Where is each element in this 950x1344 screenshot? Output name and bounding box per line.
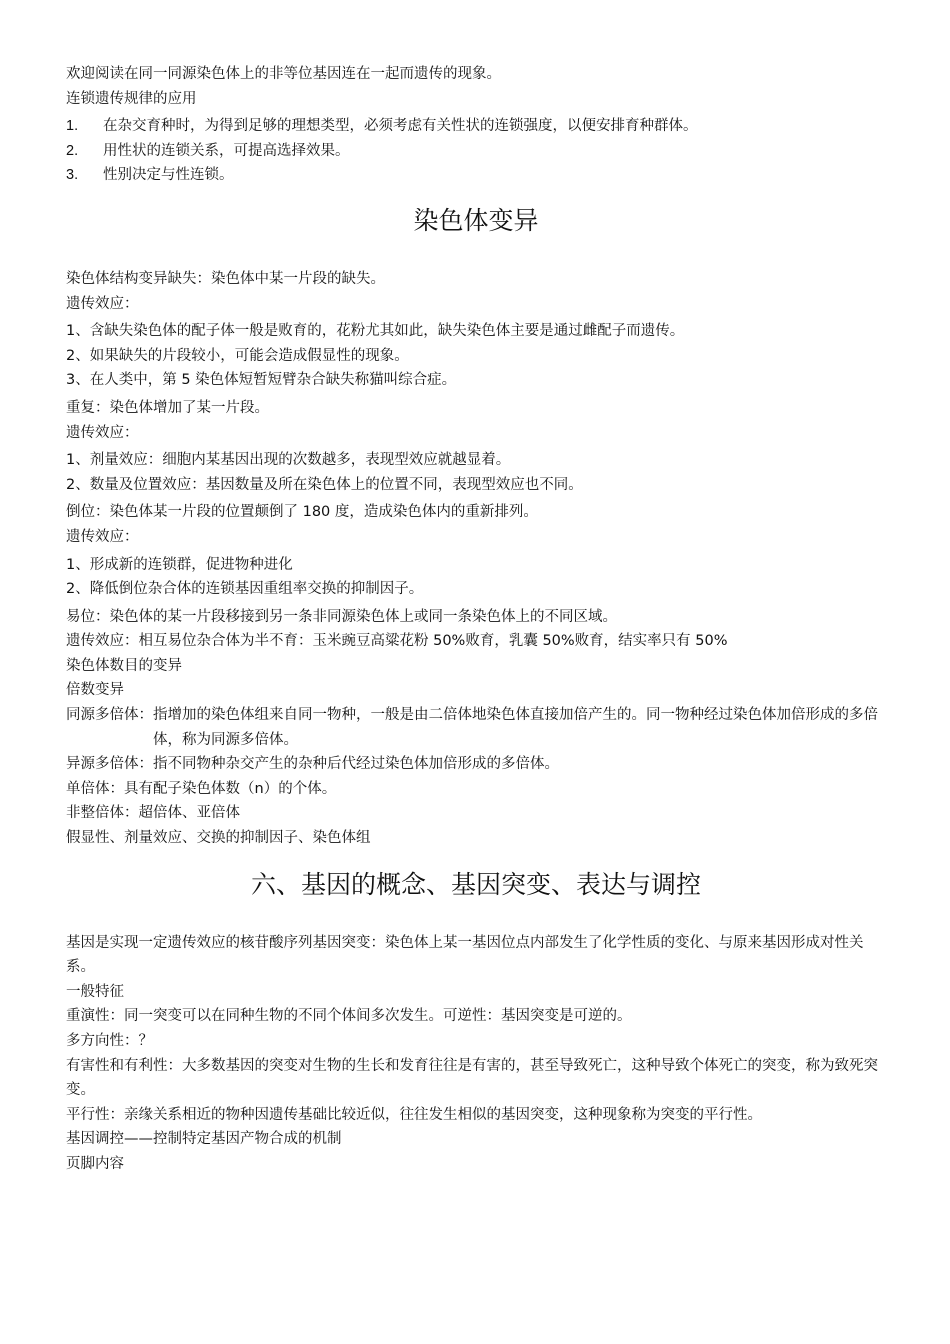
polyploid: 倍数变异 xyxy=(66,682,124,699)
footer-text: 页脚内容 xyxy=(66,1155,124,1172)
number-change: 染色体数目的变异 xyxy=(66,657,182,674)
list-item: 2. 用性状的连锁关系，可提高选择效果。 xyxy=(66,142,350,159)
term-label: 同源多倍体： xyxy=(66,707,153,724)
parallel-feature: 平行性：亲缘关系相近的物种因遗传基础比较近似，往往发生相似的基因突变，这种现象称为突变的平行性。 xyxy=(66,1106,762,1123)
effect-label: 遗传效应： xyxy=(66,424,139,441)
list-item: 3、在人类中，第 5 染色体短暂短臂杂合缺失称猫叫综合症。 xyxy=(66,372,457,389)
list-item: 1. 在杂交育种时，为得到足够的理想类型，必须考虑有关性状的连锁强度，以便安排育种群体。 xyxy=(66,118,698,135)
deletion-definition: 染色体结构变异缺失：染色体中某一片段的缺失。 xyxy=(66,270,385,287)
general-features: 一般特征 xyxy=(66,983,124,1000)
inversion-definition: 倒位：染色体某一片段的位置颠倒了 180 度，造成染色体内的重新排列。 xyxy=(66,504,538,521)
list-item: 3. 性别决定与性连锁。 xyxy=(66,167,234,184)
effect-label: 遗传效应： xyxy=(66,528,139,545)
intro-line: 欢迎阅读在同一同源染色体上的非等位基因连在一起而遗传的现象。 xyxy=(66,66,501,82)
gene-definition: 基因是实现一定遗传效应的核苷酸序列基因突变：染色体上某一基因位点内部发生了化学性质的变化、与原来基因形成对性关系。 xyxy=(66,934,864,976)
effect-label: 遗传效应： xyxy=(66,295,139,312)
term-text: 指增加的染色体组来自同一物种，一般是由二倍体地染色体直接加倍产生的。同一物种经过染色体加倍形成的多倍体，称为同源多倍体。 xyxy=(153,707,878,748)
list-item: 2、数量及位置效应：基因数量及所在染色体上的位置不同，表现型效应也不同。 xyxy=(66,476,583,493)
multi-direction-feature: 多方向性：？ xyxy=(66,1033,153,1049)
repeat-feature: 重演性：同一突变可以在同种生物的不同个体间多次发生。可逆性：基因突变是可逆的。 xyxy=(66,1008,632,1025)
numbered-list xyxy=(66,114,886,188)
document-page xyxy=(66,62,886,1177)
list-item: 2、如果缺失的片段较小，可能会造成假显性的现象。 xyxy=(66,347,409,364)
autopolyploid-definition xyxy=(66,703,886,752)
duplication-definition: 重复：染色体增加了某一片段。 xyxy=(66,399,269,416)
list-item: 2、降低倒位杂合体的连锁基因重组率交换的抑制因子。 xyxy=(66,581,424,598)
haploid-definition: 单倍体：具有配子染色体数（n）的个体。 xyxy=(66,780,337,797)
list-item: 1、形成新的连锁群，促进物种进化 xyxy=(66,556,293,573)
keywords: 假显性、剂量效应、交换的抑制因子、染色体组 xyxy=(66,830,371,847)
aneuploid-definition: 非整倍体：超倍体、亚倍体 xyxy=(66,805,240,822)
intro-subtitle: 连锁遗传规律的应用 xyxy=(66,90,197,107)
translocation-definition: 易位：染色体的某一片段移接到另一条非同源染色体上或同一条染色体上的不同区域。 xyxy=(66,608,617,625)
harm-feature: 有害性和有利性：大多数基因的突变对生物的生长和发育往往是有害的，甚至导致死亡，这种导致个体死亡的突变，称为致死突变。 xyxy=(66,1057,878,1099)
section-heading: 染色体变异 xyxy=(413,205,539,235)
gene-regulation: 基因调控——控制特定基因产物合成的机制 xyxy=(66,1131,342,1148)
translocation-effect: 遗传效应：相互易位杂合体为半不育：玉米豌豆高粱花粉 50%败育，乳囊 50%败育，结实率只有 50% xyxy=(66,633,728,650)
list-item: 1、含缺失染色体的配子体一般是败育的，花粉尤其如此，缺失染色体主要是通过雌配子而遗传。 xyxy=(66,323,685,340)
section-heading: 六、基因的概念、基因突变、表达与调控 xyxy=(250,869,701,899)
allopolyploid-definition: 异源多倍体：指不同物种杂交产生的杂种后代经过染色体加倍形成的多倍体。 xyxy=(66,756,559,773)
list-item: 1、剂量效应：细胞内某基因出现的次数越多，表现型效应就越显着。 xyxy=(66,452,511,469)
